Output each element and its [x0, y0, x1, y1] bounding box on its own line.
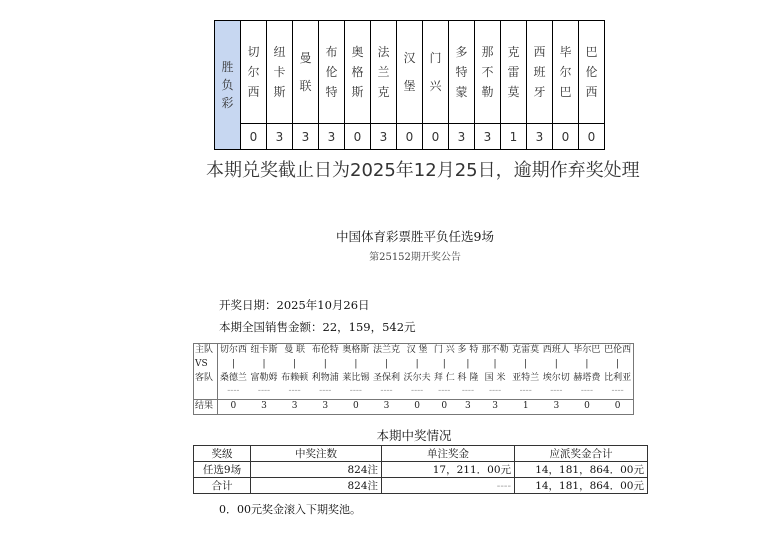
- result-cell: 3: [449, 124, 475, 150]
- total-row: [194, 478, 648, 494]
- total-winners: 824注: [251, 478, 382, 494]
- team-cell: [423, 21, 449, 124]
- match-result: 3: [310, 399, 341, 414]
- team-cell: [319, 21, 345, 124]
- vs-mark: |: [323, 359, 327, 370]
- result-cell: 3: [293, 124, 319, 150]
- match-result: 3: [480, 399, 511, 414]
- result-cell: 3: [267, 124, 293, 150]
- team-cell: [267, 21, 293, 124]
- header-winners: 中奖注数: [251, 446, 382, 462]
- match-result: 0: [218, 399, 249, 414]
- team-char: 勒: [481, 85, 494, 99]
- team-char: 切: [247, 45, 260, 59]
- team-char: 特: [325, 85, 338, 99]
- team-cell: [501, 21, 527, 124]
- prize-header-row: [194, 446, 648, 462]
- match-grid: [193, 343, 634, 415]
- match-result: 0: [572, 399, 603, 414]
- row-label-vs: VS: [194, 358, 218, 372]
- team-char: 格: [351, 65, 364, 79]
- home-team-row: [194, 344, 634, 358]
- result-cell: 3: [527, 124, 553, 150]
- vs-mark: |: [415, 359, 419, 370]
- label-char: 胜: [221, 60, 234, 74]
- match-result: 0: [432, 399, 456, 414]
- result-cell: 0: [397, 124, 423, 150]
- prize-total: 14，181，864．00元: [515, 462, 648, 478]
- prize-amount: 17，211．00元: [382, 462, 515, 478]
- team-row: [215, 21, 605, 124]
- vs-mark: |: [466, 359, 470, 370]
- vs-mark: |: [616, 359, 620, 370]
- team-cell: [371, 21, 397, 124]
- row-label-result: 结果: [194, 399, 218, 414]
- team-char: 莫: [507, 85, 520, 99]
- dash-mark: ----: [611, 386, 624, 397]
- home-team: 克雷莫: [512, 345, 540, 356]
- vs-mark: |: [293, 359, 297, 370]
- home-team: 多 特: [457, 345, 479, 356]
- rollover-note: 0．00元奖金滚入下期奖池。: [219, 503, 361, 516]
- home-team: 奥格斯: [342, 345, 370, 356]
- result-cell: 3: [475, 124, 501, 150]
- dash-mark: ----: [519, 386, 532, 397]
- team-char: 布: [325, 45, 338, 59]
- header-total: 应派奖金合计: [515, 446, 648, 462]
- vs-mark: |: [585, 359, 589, 370]
- vs-mark: |: [231, 359, 235, 370]
- home-team: 法兰克: [372, 345, 400, 356]
- claim-deadline-notice: 本期兑奖截止日为2025年12月25日，逾期作弃奖处理: [206, 160, 640, 181]
- announcement-title: 中国体育彩票胜平负任选9场: [336, 229, 494, 244]
- vs-mark: |: [524, 359, 528, 370]
- dash-mark: ----: [438, 386, 451, 397]
- team-char: 法: [377, 45, 390, 59]
- vs-mark: |: [442, 359, 446, 370]
- vs-mark: |: [493, 359, 497, 370]
- dash-row: [194, 385, 634, 399]
- away-team: 桑德兰: [219, 372, 247, 383]
- team-char: 卡: [273, 65, 286, 79]
- result-cell: 0: [345, 124, 371, 150]
- team-char: 斯: [273, 85, 286, 99]
- team-cell: [241, 21, 267, 124]
- team-char: 曼: [299, 51, 312, 65]
- vs-mark: |: [354, 359, 358, 370]
- team-char: 雷: [507, 65, 520, 79]
- dash-mark: ----: [550, 386, 563, 397]
- match-result: 3: [541, 399, 572, 414]
- team-char: 伦: [585, 65, 598, 79]
- lottery-type-label: [215, 21, 241, 150]
- header-level: 奖级: [194, 446, 251, 462]
- home-team: 曼 联: [284, 345, 306, 356]
- home-team: 纽卡斯: [250, 345, 278, 356]
- team-char: 兰: [377, 65, 390, 79]
- team-cell: [527, 21, 553, 124]
- team-char: 牙: [533, 85, 546, 99]
- prize-table: [193, 445, 648, 494]
- away-team: 赫塔费: [573, 372, 601, 383]
- home-team: 切尔西: [219, 345, 247, 356]
- dash-mark: ----: [580, 386, 594, 397]
- vs-mark: |: [384, 359, 389, 370]
- row-label-home: 主队: [194, 344, 218, 358]
- team-cell: [553, 21, 579, 124]
- away-team: 科 隆: [457, 372, 479, 383]
- vs-mark: |: [554, 359, 558, 370]
- prize-heading: 本期中奖情况: [376, 428, 452, 443]
- match-result: 3: [371, 399, 402, 414]
- match-result-row: [194, 399, 634, 414]
- result-cell: 3: [319, 124, 345, 150]
- label-char: 负: [221, 78, 234, 92]
- announcement-issue: 第25152期开奖公告: [369, 252, 461, 263]
- team-cell: [397, 21, 423, 124]
- vs-row: [194, 358, 634, 372]
- team-char: 班: [533, 65, 546, 79]
- team-char: 尔: [247, 65, 260, 79]
- result-cell: 3: [371, 124, 397, 150]
- match-result: 3: [279, 399, 310, 414]
- home-team: 巴伦西: [604, 345, 632, 356]
- team-char: 汉: [403, 51, 416, 65]
- dash-mark: ----: [288, 386, 301, 397]
- home-team: 汉 堡: [406, 345, 428, 356]
- prize-winners: 824注: [251, 462, 382, 478]
- away-team: 埃尔切: [542, 372, 570, 383]
- team-char: 克: [507, 45, 520, 59]
- team-char: 联: [299, 79, 312, 93]
- total-prize-dash: ----: [382, 478, 515, 494]
- dash-mark: ----: [488, 386, 502, 397]
- away-team: 沃尔夫: [403, 372, 431, 383]
- away-team: 国 米: [484, 372, 506, 383]
- dash-mark: ----: [257, 386, 271, 397]
- team-char: 克: [377, 85, 390, 99]
- prize-row: [194, 462, 648, 478]
- team-cell: [449, 21, 475, 124]
- team-char: 不: [481, 65, 494, 79]
- team-char: 纽: [273, 45, 286, 59]
- dash-mark: ----: [319, 386, 332, 397]
- results-table: [214, 20, 605, 150]
- team-char: 兴: [429, 79, 442, 93]
- away-team: 比利亚: [604, 372, 632, 383]
- match-result: 0: [602, 399, 633, 414]
- away-team: 拜 仁: [433, 372, 455, 383]
- home-team: 西班人: [542, 345, 570, 356]
- match-result: 3: [249, 399, 280, 414]
- home-team: 布伦特: [311, 345, 339, 356]
- total-label: 合计: [194, 478, 251, 494]
- team-char: 堡: [403, 79, 416, 93]
- home-team: 那不勒: [481, 345, 509, 356]
- team-char: 特: [455, 65, 468, 79]
- team-char: 伦: [325, 65, 338, 79]
- label-char: 彩: [221, 96, 234, 110]
- vs-mark: |: [262, 359, 266, 370]
- away-team: 圣保利: [372, 372, 400, 383]
- away-team: 利物浦: [311, 372, 339, 383]
- total-amount: 14，181，864．00元: [515, 478, 648, 494]
- team-cell: [475, 21, 501, 124]
- dash-mark: ----: [380, 386, 393, 397]
- result-row: [215, 124, 605, 150]
- away-team-row: [194, 371, 634, 385]
- team-char: 西: [247, 85, 260, 99]
- row-label-away: 客队: [194, 371, 218, 385]
- team-char: 那: [481, 45, 494, 59]
- team-char: 奥: [351, 45, 364, 59]
- prize-level: 任选9场: [194, 462, 251, 478]
- result-cell: 0: [241, 124, 267, 150]
- dash-mark: ----: [411, 386, 424, 397]
- team-char: 门: [429, 51, 442, 65]
- match-result: 1: [510, 399, 541, 414]
- team-char: 蒙: [455, 85, 468, 99]
- away-team: 亚特兰: [512, 372, 540, 383]
- team-char: 毕: [559, 45, 572, 59]
- team-char: 巴: [585, 45, 598, 59]
- header-prize: 单注奖金: [382, 446, 515, 462]
- team-char: 斯: [351, 85, 364, 99]
- team-char: 西: [533, 45, 546, 59]
- away-team: 富勒姆: [250, 372, 278, 383]
- team-char: 多: [455, 45, 468, 59]
- result-cell: 0: [579, 124, 605, 150]
- sales-amount: 本期全国销售金额：22，159，542元: [219, 320, 416, 334]
- team-cell: [579, 21, 605, 124]
- match-result: 0: [341, 399, 372, 414]
- team-cell: [293, 21, 319, 124]
- dash-mark: ----: [349, 386, 362, 397]
- result-cell: 0: [423, 124, 449, 150]
- team-cell: [345, 21, 371, 124]
- team-char: 巴: [559, 85, 572, 99]
- dash-mark: ----: [461, 386, 474, 397]
- away-team: 布赖顿: [281, 372, 309, 383]
- home-team: 毕尔巴: [573, 345, 601, 356]
- draw-date: 开奖日期：2025年10月26日: [219, 298, 370, 312]
- home-team: 门 兴: [433, 345, 455, 356]
- match-result: 0: [402, 399, 433, 414]
- team-char: 西: [585, 85, 598, 99]
- result-cell: 0: [553, 124, 579, 150]
- team-char: 尔: [559, 65, 572, 79]
- match-result: 3: [456, 399, 480, 414]
- result-cell: 1: [501, 124, 527, 150]
- away-team: 莱比锡: [342, 372, 370, 383]
- dash-mark: ----: [227, 386, 240, 397]
